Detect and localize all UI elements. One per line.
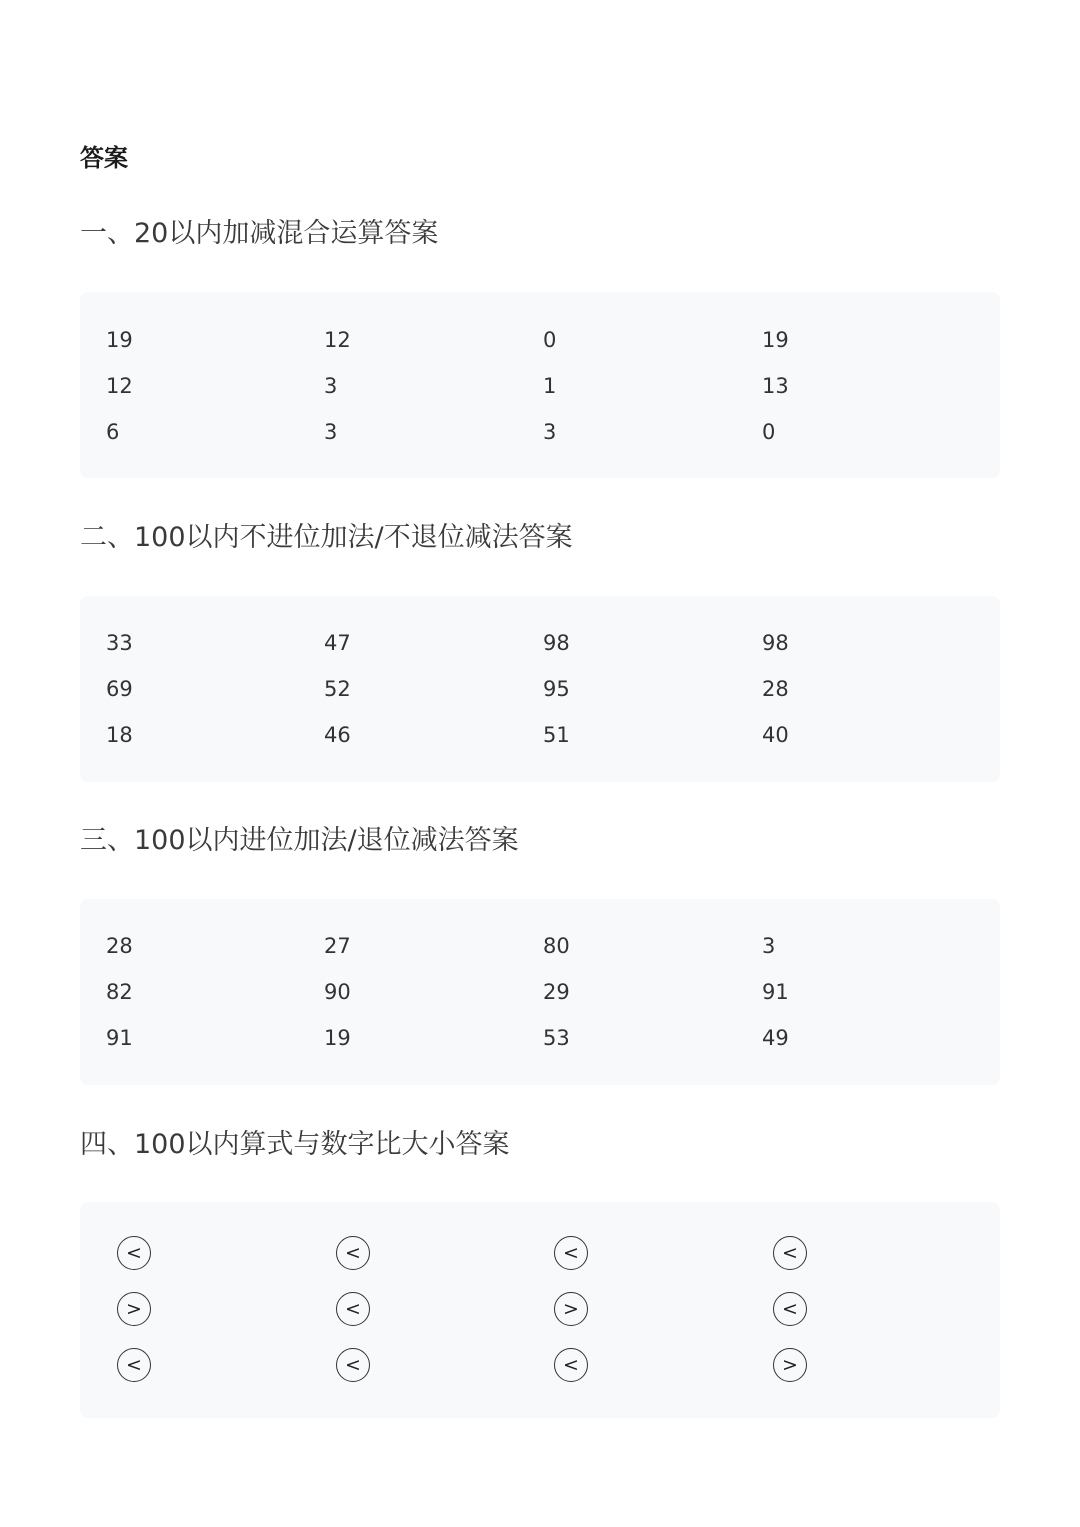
- comparison-circle: <: [117, 1348, 151, 1382]
- answer-cell: 51: [543, 723, 570, 747]
- comparison-circle: <: [336, 1348, 370, 1382]
- comparison-circle: >: [117, 1292, 151, 1326]
- answer-cell: 91: [106, 1026, 133, 1050]
- answer-row: [80, 1292, 1000, 1338]
- answer-cell: 53: [543, 1026, 570, 1050]
- answer-cell: 19: [324, 1026, 351, 1050]
- answer-row: [80, 1023, 1000, 1069]
- answer-cell: 18: [106, 723, 133, 747]
- answer-cell: 90: [324, 980, 351, 1004]
- answer-cell: 13: [762, 374, 789, 398]
- answer-cell: 6: [106, 420, 120, 444]
- answer-cell: 29: [543, 980, 570, 1004]
- section-heading-2: 二、100以内不进位加法/不退位减法答案: [80, 522, 573, 553]
- answer-cell: 40: [762, 723, 789, 747]
- answer-cell: 3: [543, 420, 557, 444]
- answer-cell: 1: [543, 374, 557, 398]
- answer-cell: 28: [762, 677, 789, 701]
- answer-row: [80, 977, 1000, 1023]
- comparison-circle: <: [554, 1348, 588, 1382]
- answer-cell: 3: [762, 934, 776, 958]
- answer-cell: 98: [762, 631, 789, 655]
- section-heading-4: 四、100以内算式与数字比大小答案: [80, 1129, 510, 1160]
- answer-cell: 98: [543, 631, 570, 655]
- answer-cell: 80: [543, 934, 570, 958]
- answer-cell: 19: [762, 328, 789, 352]
- answer-cell: 27: [324, 934, 351, 958]
- answer-cell: 91: [762, 980, 789, 1004]
- answer-cell: 12: [324, 328, 351, 352]
- comparison-circle: >: [773, 1348, 807, 1382]
- section-heading-3: 三、100以内进位加法/退位减法答案: [80, 825, 519, 856]
- answer-row: [80, 628, 1000, 674]
- answer-cell: 33: [106, 631, 133, 655]
- answer-cell: 47: [324, 631, 351, 655]
- comparison-circle: <: [773, 1292, 807, 1326]
- comparison-circle: <: [117, 1236, 151, 1270]
- answer-box-2: [80, 596, 1000, 782]
- answer-row: [80, 720, 1000, 766]
- answer-cell: 82: [106, 980, 133, 1004]
- answer-box-3: [80, 899, 1000, 1085]
- comparison-circle: <: [773, 1236, 807, 1270]
- answer-box-4: [80, 1202, 1000, 1418]
- comparison-circle: <: [336, 1236, 370, 1270]
- comparison-circle: <: [554, 1236, 588, 1270]
- answer-cell: 19: [106, 328, 133, 352]
- answer-cell: 0: [543, 328, 557, 352]
- answer-cell: 95: [543, 677, 570, 701]
- answer-cell: 0: [762, 420, 776, 444]
- answer-cell: 12: [106, 374, 133, 398]
- answer-box-1: [80, 292, 1000, 478]
- comparison-circle: <: [336, 1292, 370, 1326]
- answer-cell: 28: [106, 934, 133, 958]
- answer-cell: 46: [324, 723, 351, 747]
- answer-cell: 69: [106, 677, 133, 701]
- answer-row: [80, 1348, 1000, 1394]
- answer-row: [80, 674, 1000, 720]
- answer-row: [80, 931, 1000, 977]
- section-heading-1: 一、20以内加减混合运算答案: [80, 218, 439, 249]
- answer-row: [80, 371, 1000, 417]
- answer-cell: 3: [324, 374, 338, 398]
- answer-row: [80, 325, 1000, 371]
- answer-cell: 49: [762, 1026, 789, 1050]
- answer-row: [80, 417, 1000, 463]
- answer-cell: 3: [324, 420, 338, 444]
- page-title: 答案: [80, 144, 128, 172]
- comparison-circle: >: [554, 1292, 588, 1326]
- answer-row: [80, 1236, 1000, 1282]
- answer-cell: 52: [324, 677, 351, 701]
